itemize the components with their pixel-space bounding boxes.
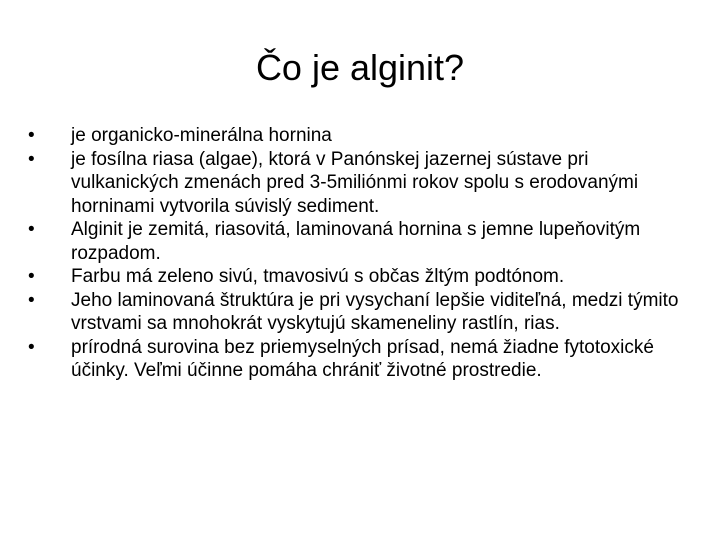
slide-title: Čo je alginit? bbox=[255, 47, 465, 88]
bullet-text: je fosílna riasa (algae), ktorá v Panónskej jazernej sústave pri vulkanických zmenách pred 3-5miliónmi rokov spolu s erodovanými horninami vytvorila súvislý sediment. bbox=[71, 148, 639, 217]
bullet-item bbox=[28, 289, 692, 336]
bullet-item bbox=[28, 218, 692, 265]
bullet-text: Jeho laminovaná štruktúra je pri vysychaní lepšie viditeľná, medzi týmito vrstvami sa mnohokrát vyskytujú skameneliny rastlín, rias. bbox=[71, 289, 679, 334]
bullet-text: Alginit je zemitá, riasovitá, laminovaná hornina s jemne lupeňovitým rozpadom. bbox=[71, 219, 641, 264]
bullet-icon: • bbox=[28, 125, 35, 146]
bullet-list bbox=[28, 124, 692, 383]
bullet-text: je organicko-minerálna hornina bbox=[71, 125, 332, 146]
bullet-icon: • bbox=[28, 336, 35, 358]
bullet-icon: • bbox=[28, 266, 35, 287]
bullet-icon: • bbox=[28, 289, 35, 311]
bullet-text: prírodná surovina bez priemyselných prísad, nemá žiadne fytotoxické účinky. Veľmi účinne pomáha chrániť životné prostredie. bbox=[71, 336, 654, 381]
bullet-text: Farbu má zeleno sivú, tmavosivú s občas žltým podtónom. bbox=[71, 266, 565, 287]
bullet-icon: • bbox=[28, 219, 35, 240]
bullet-icon: • bbox=[28, 148, 35, 170]
bullet-item bbox=[28, 336, 692, 383]
bullet-item bbox=[28, 265, 692, 289]
bullet-item bbox=[28, 148, 692, 219]
bullet-item bbox=[28, 124, 692, 148]
